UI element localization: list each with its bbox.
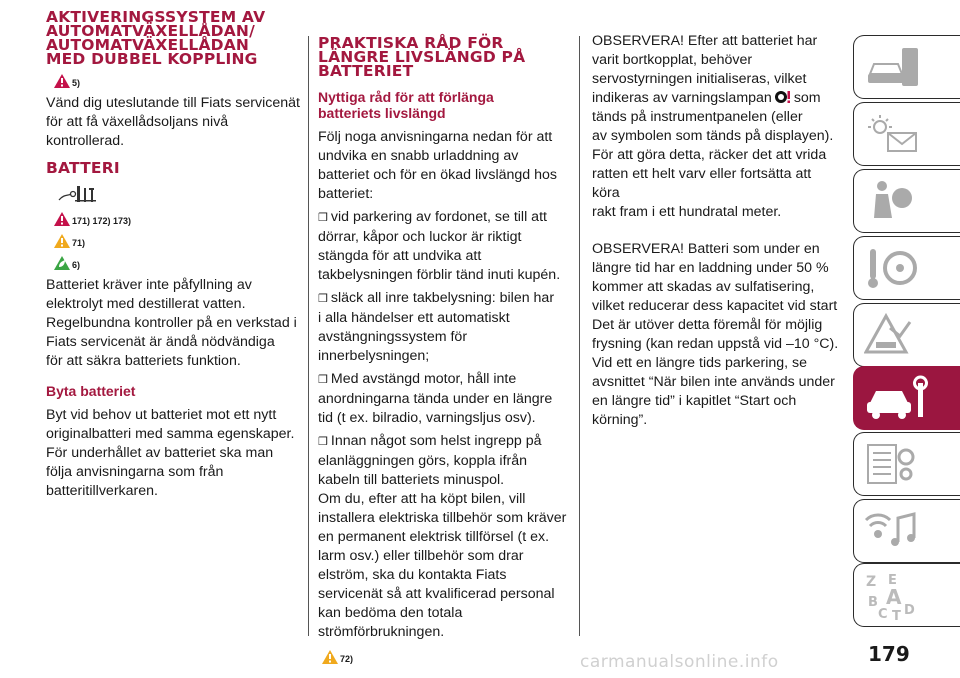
tab-emergency[interactable] [853,303,960,367]
note-sulfation: OBSERVERA! Batteri som under en längre tid har en laddning under 50 % kommer att skadas av sulfatisering, vilket reducerar dess kapacitet vid start Det är utöver detta föremål för möjlig frysning (kan redan uppstå vid –10 °C). Vid ett en längre tids parkering, se avsnittet “När bilen inte används under en längre tid” i kapitlet “Start och körning”. [592,241,839,428]
emergency-icon [864,312,920,358]
environment-ref-6: 6) [54,248,304,270]
svg-text:Z: Z [866,574,877,590]
column-left [46,0,304,501]
tab-safety[interactable] [853,169,960,233]
note-power-steering: OBSERVERA! Efter att batteriet har varit bortkopplat, behöver servostyrningen initialiseras, vilket indikeras av varningslampan som tänds på instrumentpanelen (eller av symbolen som tänds på displayen). För att göra detta, räcker det att vrida ratten ett helt varv eller fortsätta att köra rakt fram i ett hundratal meter. [592,33,834,220]
warning-ref-171: 171) 172) 173) [54,204,304,226]
accessories-text: Om du, efter att ha köpt bilen, vill installera elektriska tillbehör som kräver en permanent elektrisk tillförsel (t ex. larm osv.) eller tillbehör som drar elström, ska du kontakta Fiats servicenät så att kvalificerad personal kan bedöma den totala strömförbrukningen. [318,491,567,640]
safety-airbag-icon [864,178,920,224]
warning-lights-icon [864,111,920,157]
technical-data-icon [864,441,920,487]
svg-text:C: C [878,607,888,622]
warning-triangle-icon [54,74,70,88]
section-heading-transmission: AKTIVERINGSSYSTEM AV AUTOMATVÄXELLÅDAN/ AUTOMATVÄXELLÅDAN MED DUBBEL KOPPLING [46,8,266,68]
battery-glasses-hand-icon [58,184,98,204]
bullet-item-engine-off: ❒ Med avstängd motor, håll inte anordningarna tända under en längre tid (t ex. bilradio, varningsljus osv). [318,371,553,426]
subheading-replace-battery: Byta batteriet [46,383,136,399]
multimedia-icon [864,508,920,554]
caution-triangle-icon [322,650,338,664]
subheading-battery-life: Nyttiga råd för att förlänga batteriets livslängd [318,89,494,121]
column-middle [318,0,572,664]
service-maintenance-icon [864,375,934,421]
svg-text:T: T [892,609,901,622]
watermark: carmanualsonline.info [580,652,779,672]
bullet-item-lights: ❒ släck all inre takbelysning: bilen har i alla händelser ett automatiskt avstängningssystem för innerbelysningen; [318,290,555,364]
tab-warning-lights[interactable] [853,102,960,166]
svg-text:A: A [886,585,902,609]
column-divider [579,36,580,636]
svg-text:E: E [888,573,897,588]
bullet-item-doors: ❒ vid parkering av fordonet, se till att dörrar, kåpor och luckor är riktigt stängda för att undvika att takbelysningen förblir tänd inuti kupén. [318,209,561,283]
bullet-item-disconnect: ❒ Innan något som helst ingrepp på elanläggningen görs, koppla ifrån kabeln till batteriets minuspol. [318,433,542,488]
battery-pictogram [58,184,304,204]
caution-ref-72: 72) [322,642,572,664]
battery-maintenance-text: Batteriet kräver inte påfyllning av elektrolyt med destillerat vatten. Regelbundna kontroller på en verkstad i Fiats servicenät är ändå nödvändiga för att säkra batteriets funktion. [46,277,297,369]
page-number: 179 [868,642,910,666]
tab-technical-data[interactable] [853,432,960,496]
bullet-square-icon: ❒ [318,436,328,448]
tab-service-maintenance[interactable] [853,366,960,430]
tab-multimedia[interactable] [853,499,960,563]
caution-ref-71: 71) [54,226,304,248]
bullet-square-icon: ❒ [318,212,328,224]
car-info-icon [864,44,920,90]
tab-start-driving[interactable] [853,236,960,300]
battery-tips-intro: Följ noga anvisningarna nedan för att undvika en snabb urladdning av batteriet och för en ökad livslängd hos batteriet: [318,129,557,202]
tab-car-info[interactable] [853,35,960,99]
section-heading-battery: BATTERI [46,159,120,177]
column-divider [308,36,309,636]
starting-driving-icon [864,245,920,291]
environment-icon [54,256,70,270]
transmission-oil-text: Vänd dig uteslutande till Fiats servicenät för att få växellådsoljans nivå kontrollerad. [46,95,300,149]
bullet-square-icon: ❒ [318,293,328,305]
svg-text:D: D [904,603,915,618]
tab-index[interactable] [853,563,960,627]
index-icon [864,568,934,622]
svg-text:B: B [868,595,878,610]
warning-triangle-icon [54,212,70,226]
steering-warning-icon [774,90,792,104]
replace-battery-text: Byt vid behov ut batteriet mot ett nytt originalbatteri med samma egenskaper. För underhållet av batteriet ska man följa anvisningarna som från batteritillverkaren. [46,407,295,499]
caution-triangle-icon [54,234,70,248]
warning-ref-5: 5) [54,66,304,88]
column-right [592,0,842,430]
bullet-square-icon: ❒ [318,374,328,386]
section-heading-battery-tips: PRAKTISKA RÅD FÖR LÄNGRE LIVSLÄNGD PÅ BATTERIET [318,34,526,80]
